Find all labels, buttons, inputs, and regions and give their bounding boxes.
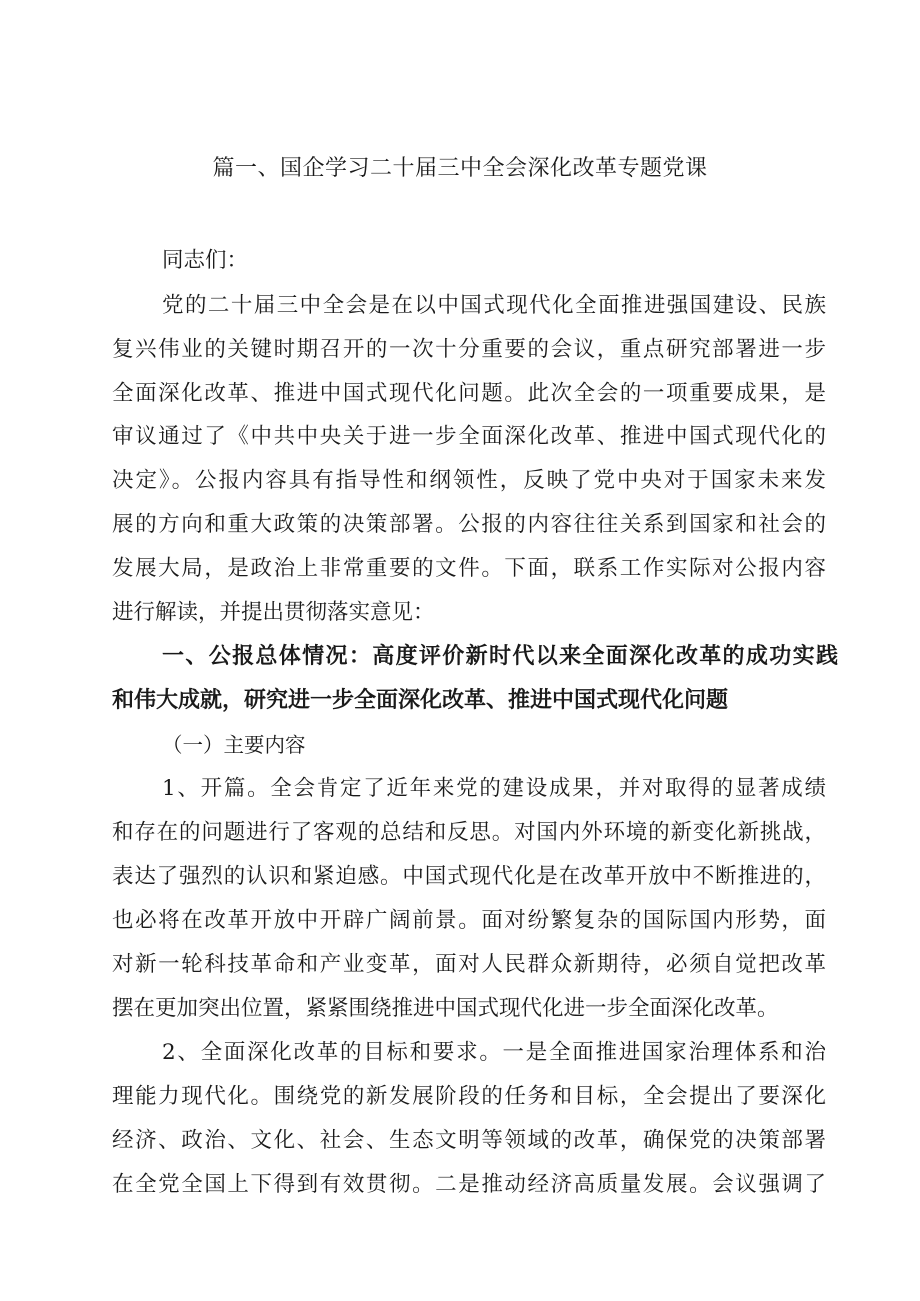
point1-line: 摆在更加突出位置，紧紧围绕推进中国式现代化进一步全面深化改革。 [112,996,779,1021]
point2-line: 理能力现代化。围绕党的新发展阶段的任务和目标，全会提出了要深化 [112,1084,826,1109]
intro-line: 决定》。公报内容具有指导性和纲领性，反映了党中央对于国家未来发 [112,468,826,493]
section-heading: 一、公报总体情况：高度评价新时代以来全面深化改革的成功实践 [162,644,838,669]
point1-line: 也必将在改革开放中开辟广阔前景。面对纷繁复杂的国际国内形势，面 [112,908,826,933]
intro-line: 复兴伟业的关键时期召开的一次十分重要的会议，重点研究部署进一步 [112,337,826,362]
point1-line: 对新一轮科技革命和产业变革，面对人民群众新期待，必须自觉把改革 [112,952,826,977]
subsection-heading: （一）主要内容 [162,733,306,757]
intro-line: 进行解读，并提出贯彻落实意见： [112,600,435,625]
intro-line: 发展大局，是政治上非常重要的文件。下面，联系工作实际对公报内容 [112,556,826,581]
intro-line: 全面深化改革、推进中国式现代化问题。此次全会的一项重要成果，是 [112,381,826,406]
intro-line: 审议通过了《中共中央关于进一步全面深化改革、推进中国式现代化的 [112,424,826,449]
greeting: 同志们： [162,248,249,273]
section-heading: 和伟大成就，研究进一步全面深化改革、推进中国式现代化问题 [112,688,729,713]
document-title: 篇一、国企学习二十届三中全会深化改革专题党课 [212,156,708,181]
point2-line: 经济、政治、文化、社会、生态文明等领域的改革，确保党的决策部署 [112,1128,826,1153]
point1-line: 表达了强烈的认识和紧迫感。中国式现代化是在改革开放中不断推进的， [112,864,826,889]
point1-line: 和存在的问题进行了客观的总结和反思。对国内外环境的新变化新挑战， [112,820,826,845]
point2-line: 2、全面深化改革的目标和要求。一是全面推进国家治理体系和治 [162,1040,826,1065]
intro-line: 党的二十届三中全会是在以中国式现代化全面推进强国建设、民族 [162,293,826,318]
intro-line: 展的方向和重大政策的决策部署。公报的内容往往关系到国家和社会的 [112,512,826,537]
point1-line: 1、开篇。全会肯定了近年来党的建设成果，并对取得的显著成绩 [162,776,826,801]
point2-line: 在全党全国上下得到有效贯彻。二是推动经济高质量发展。会议强调了 [112,1172,826,1197]
